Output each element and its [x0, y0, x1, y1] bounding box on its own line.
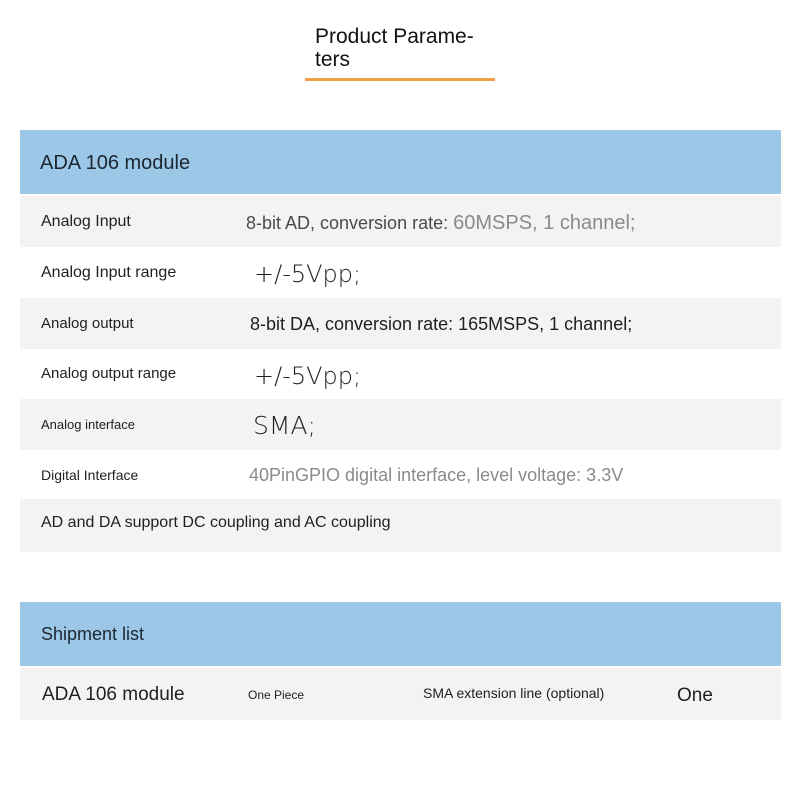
shipment-header-title: Shipment list: [41, 624, 145, 644]
param-row-analog-input: [20, 196, 781, 247]
param-label: Analog interface: [41, 417, 135, 432]
param-value: 8-bit DA, conversion rate: 165MSPS, 1 channel;: [250, 314, 633, 334]
shipment-item-name: ADA 106 module: [42, 684, 185, 705]
param-label: Analog Input: [41, 213, 131, 230]
shipment-header: [20, 602, 781, 666]
param-label: AD and DA support DC coupling and AC coupling: [41, 514, 391, 531]
shipment-row: [20, 668, 781, 720]
param-value: +/-5Vpp;: [254, 362, 362, 390]
page-title-line-2: ters: [315, 48, 351, 71]
shipment-item-name: SMA extension line (optional): [423, 685, 605, 701]
param-label: Analog output: [41, 315, 134, 332]
param-value-extra: 60MSPS, 1 channel;: [453, 212, 636, 234]
param-row-analog-input-range: [20, 247, 781, 298]
shipment-item-qty: One Piece: [248, 688, 305, 702]
param-value: SMA;: [253, 411, 316, 440]
param-label: Analog output range: [41, 365, 177, 382]
page-title-line-1: Product Parame-: [315, 25, 474, 48]
param-value-main: 8-bit AD, conversion rate:: [246, 213, 449, 233]
page-title: [315, 25, 515, 71]
param-row-analog-output-range: [20, 349, 781, 400]
param-row-analog-interface: [20, 399, 781, 450]
title-underline: [305, 78, 495, 81]
param-value: [246, 212, 635, 235]
parameters-header: [20, 130, 781, 194]
param-row-digital-interface: [20, 450, 781, 501]
param-label: Analog Input range: [41, 264, 177, 281]
param-value: 40PinGPIO digital interface, level voltage: 3.3V: [249, 465, 624, 485]
param-row-coupling: [20, 499, 781, 552]
shipment-item-qty: One: [677, 685, 713, 706]
param-value: +/-5Vpp;: [254, 260, 362, 288]
param-row-analog-output: [20, 298, 781, 349]
param-label: Digital Interface: [41, 467, 139, 483]
parameters-header-title: ADA 106 module: [40, 152, 191, 174]
